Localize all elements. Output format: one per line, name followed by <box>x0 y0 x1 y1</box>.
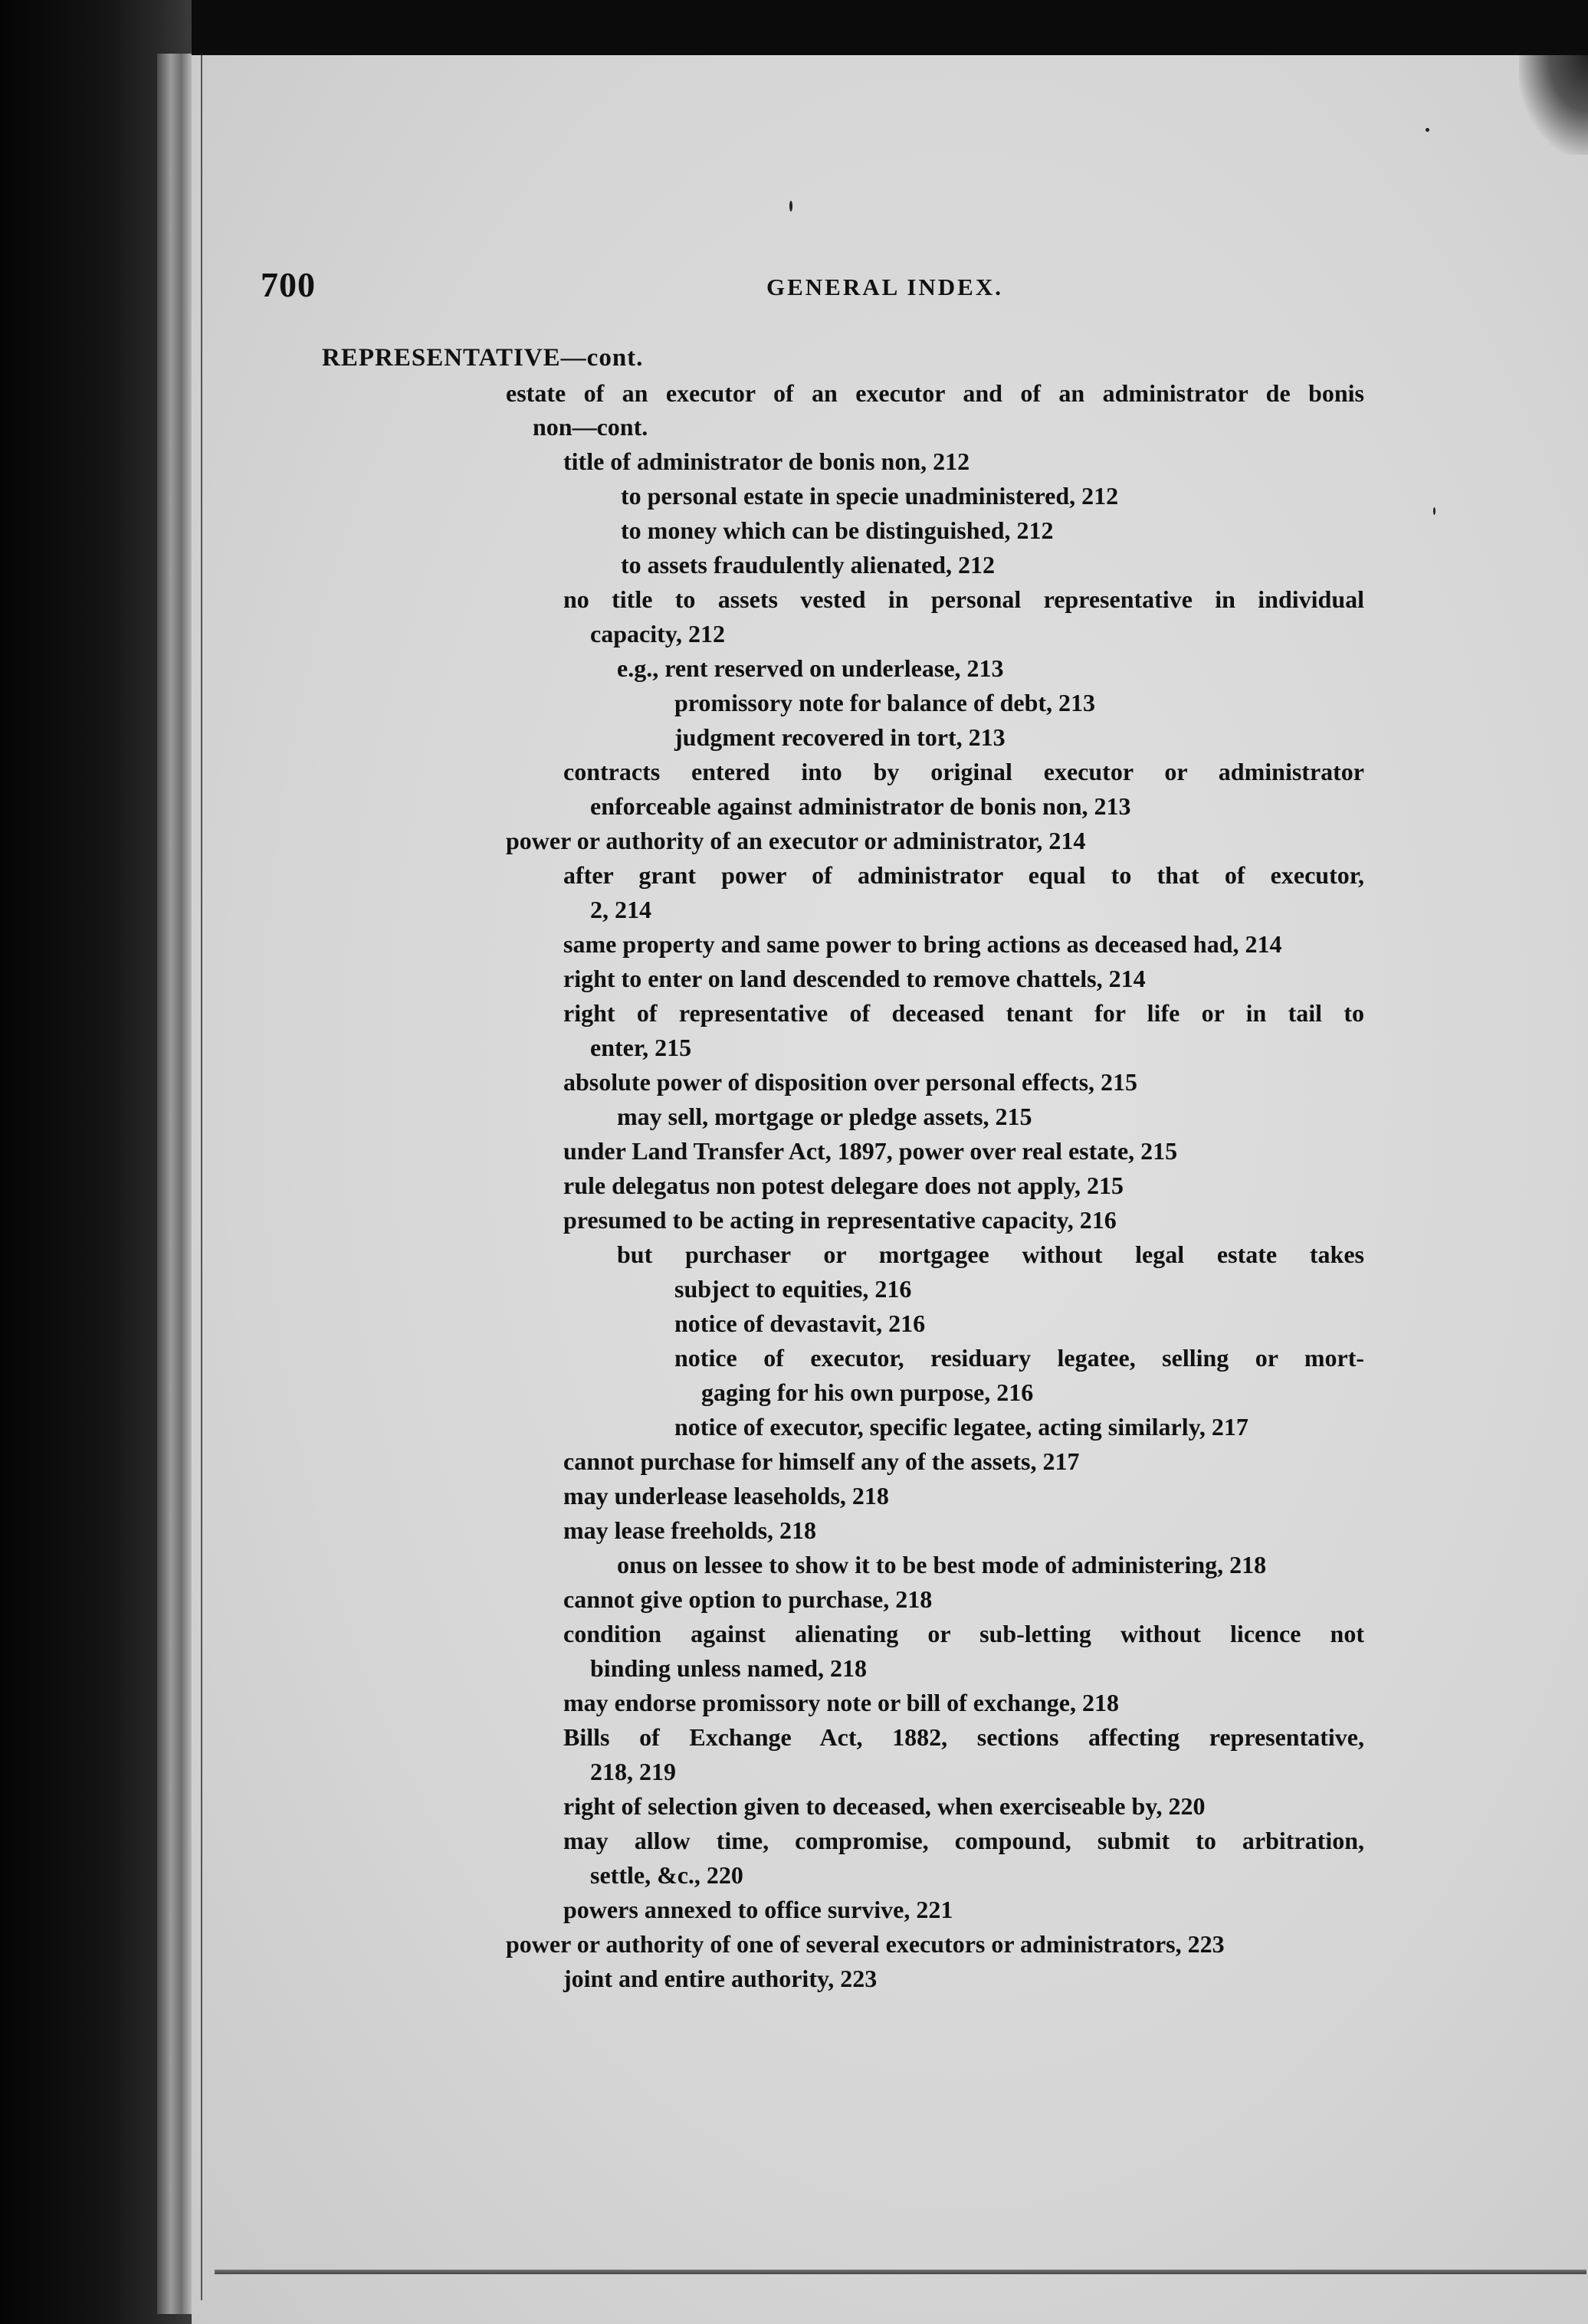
index-entry: to personal estate in specie unadministered, 212 <box>621 482 1119 510</box>
corner-shadow <box>1519 55 1588 155</box>
index-entry: 218, 219 <box>590 1758 676 1785</box>
index-entry: no title to assets vested in personal representative in individual <box>563 585 1364 613</box>
index-entry: power or authority of one of several executors or administrators, 223 <box>506 1930 1225 1958</box>
index-entry: estate of an executor of an executor and of an administrator de bonis <box>506 379 1364 407</box>
index-entry: absolute power of disposition over personal effects, 215 <box>563 1068 1138 1096</box>
running-head: GENERAL INDEX. <box>766 274 1003 300</box>
index-entry: non—cont. <box>533 413 648 441</box>
index-entry: binding unless named, 218 <box>590 1654 868 1682</box>
index-entry: cannot give option to purchase, 218 <box>563 1585 933 1613</box>
index-entry: title of administrator de bonis non, 212 <box>563 447 970 475</box>
index-entry: may sell, mortgage or pledge assets, 215 <box>617 1103 1032 1130</box>
index-entry: under Land Transfer Act, 1897, power over real estate, 215 <box>563 1137 1178 1165</box>
index-entry: to assets fraudulently alienated, 212 <box>621 551 995 579</box>
page-edge-line <box>201 55 202 2300</box>
index-entry: notice of devastavit, 216 <box>674 1310 926 1337</box>
index-entry: rule delegatus non potest delegare does not apply, 215 <box>563 1172 1124 1199</box>
index-entry: e.g., rent reserved on underlease, 213 <box>617 654 1004 682</box>
index-entry: 2, 214 <box>590 896 651 923</box>
scan-speck <box>1433 507 1435 515</box>
index-entry: Bills of Exchange Act, 1882, sections affecting representative, <box>563 1723 1364 1751</box>
index-entry: onus on lessee to show it to be best mode of administering, 218 <box>617 1551 1267 1578</box>
index-entry: enforceable against administrator de bonis non, 213 <box>590 792 1131 820</box>
index-entry: same property and same power to bring actions as deceased had, 214 <box>563 930 1282 958</box>
index-entry: may lease freeholds, 218 <box>563 1516 817 1544</box>
index-entry: may underlease leaseholds, 218 <box>563 1482 889 1509</box>
index-entry: cannot purchase for himself any of the assets, 217 <box>563 1447 1080 1475</box>
index-entry: but purchaser or mortgagee without legal estate takes <box>617 1241 1364 1268</box>
index-entry: settle, &c., 220 <box>590 1861 743 1889</box>
index-heading: REPRESENTATIVE—cont. <box>322 344 644 372</box>
index-entry: capacity, 212 <box>590 620 725 647</box>
index-entry: after grant power of administrator equal to that of executor, <box>563 861 1364 889</box>
page-bottom-rule <box>215 2270 1586 2274</box>
page-header <box>261 264 1364 310</box>
index-entry: notice of executor, residuary legatee, selling or mort- <box>674 1344 1364 1372</box>
index-entry: may allow time, compromise, compound, submit to arbitration, <box>563 1827 1364 1854</box>
index-entry: right of selection given to deceased, when exerciseable by, 220 <box>563 1792 1206 1820</box>
index-entry: joint and entire authority, 223 <box>563 1965 878 1992</box>
index-entry: presumed to be acting in representative capacity, 216 <box>563 1206 1117 1234</box>
index-entry: right to enter on land descended to remove chattels, 214 <box>563 965 1146 992</box>
index-entry: enter, 215 <box>590 1034 692 1061</box>
scan-speck <box>1426 128 1429 132</box>
index-entry: power or authority of an executor or administrator, 214 <box>506 827 1086 854</box>
index-entry: condition against alienating or sub-letting without licence not <box>563 1620 1364 1647</box>
index-entry: right of representative of deceased tenant for life or in tail to <box>563 999 1364 1027</box>
book-binding-edge <box>157 54 192 2314</box>
index-entry: subject to equities, 216 <box>674 1275 912 1303</box>
index-entry: judgment recovered in tort, 213 <box>674 723 1006 751</box>
index-entry: to money which can be distinguished, 212 <box>621 516 1054 544</box>
index-entry: gaging for his own purpose, 216 <box>701 1378 1034 1406</box>
index-entry: powers annexed to office survive, 221 <box>563 1896 953 1923</box>
scan-speck <box>789 201 792 211</box>
index-entry: promissory note for balance of debt, 213 <box>674 689 1096 716</box>
page-number: 700 <box>261 265 316 304</box>
index-entry: contracts entered into by original executor or administrator <box>563 758 1364 785</box>
index-entry: notice of executor, specific legatee, acting similarly, 217 <box>674 1413 1248 1441</box>
index-entry: may endorse promissory note or bill of exchange, 218 <box>563 1689 1119 1716</box>
